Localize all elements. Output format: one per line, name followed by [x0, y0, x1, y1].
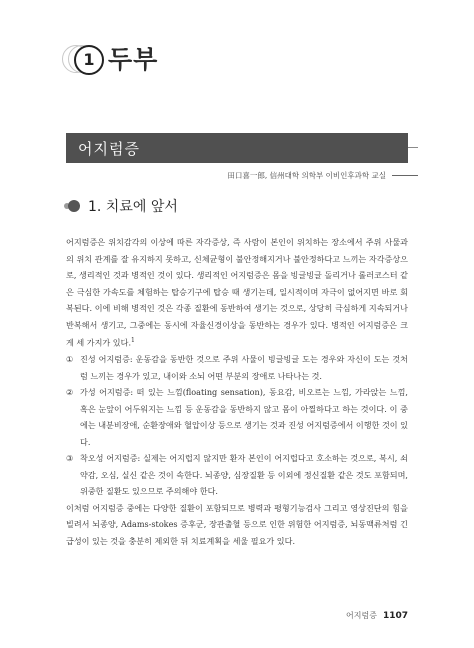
- page-number: 1107: [382, 611, 408, 621]
- list-marker: ②: [66, 387, 74, 398]
- page-footer: [346, 610, 408, 621]
- section-title: 1. 치료에 앞서: [88, 199, 178, 215]
- section-bullet-icon: [66, 198, 82, 214]
- footnote-marker: 1: [131, 337, 135, 344]
- list-marker: ③: [66, 453, 74, 464]
- list-text: 착오성 어지럼증: 실제는 어지럽지 않지만 환자 본인이 어지럽다고 호소하는 것으로, 복시, 쇠약감, 오심, 실신 같은 것이 속한다. 뇌종양, 심장질환 등 이외에 정신질환 같은 것도 포함되며, 위중한 질환도 있으므로 주의해야 한다.: [80, 453, 408, 497]
- closing-paragraph: 이처럼 어지럼증 중에는 다양한 질환이 포함되므로 병력과 평형기능검사 그리고 영상진단의 힘을 빌려서 뇌종양, Adams-stokes 증후군, 장관출혈 등으로 인한 위험한 어지럼증, 뇌동맥류처럼 긴급성이 있는 것을 충분히 제외한 뒤 치료계획을 세울 필요가 있다.: [66, 502, 408, 546]
- list-item: [66, 384, 408, 450]
- list-marker: ①: [66, 354, 74, 365]
- footer-label: 어지럼증: [346, 611, 377, 620]
- author-name: 田口喜一郎, 信州대학 의학부 이비인후과학 교실: [227, 171, 386, 180]
- topic-title: 어지럼증: [78, 140, 140, 158]
- section-heading: [66, 196, 178, 216]
- chapter-title: 두부: [108, 45, 159, 74]
- chapter-heading: [70, 40, 158, 76]
- author-line: [227, 170, 418, 181]
- list-text: 가성 어지럼증: 떠 있는 느낌(floating sensation), 동요감, 비오르는 느낌, 가라앉는 느낌, 혹은 눈앞이 어두워지는 느낌 등 운동감을 동반하지 않고 몸이 아찔하다고 하는 것이다. 이 중에는 내분비장애, 순환장애와 혈압이상 등으로 생기는 것과 진성 어지럼증에서 이행한 것이 있다.: [80, 387, 408, 447]
- list-text: 진성 어지럼증: 운동감을 동반한 것으로 주위 사물이 빙글빙글 도는 경우와 자신이 도는 것처럼 느끼는 경우가 있고, 내이와 소뇌 어떤 부분의 장애로 나타나는 것.: [80, 354, 408, 381]
- intro-paragraph: 어지럼증은 위치감각의 이상에 따른 자각증상, 즉 사람이 본인이 위치하는 장소에서 주위 사물과의 위치 관계를 잘 유지하지 못하고, 신체균형이 불안정해지거나 불안정하다고 느끼는 자각증상으로, 생리적인 것과 병적인 것이 있다. 생리적인 어지럼증은 몸을 빙글빙글 돌리거나 롤러코스터 같은 극심한 가속도를 체험하는 탑승기구에 탑승 때 생기는데, 일시적이며 자극이 없어지면 바로 회복된다. 이에 비해 병적인 것은 각종 질환에 동반하여 생기는 것으로, 상당히 극심하게 지속되거나 반복해서 생기고, 그중에는 동시에 자율신경이상을 동반하는 경우가 있다. 병적인 어지럼증은 크게 세 가지가 있다.$^1$: [66, 237, 408, 348]
- chapter-number: 1: [74, 45, 104, 75]
- topic-banner: [66, 133, 408, 163]
- author-rule: [392, 175, 418, 176]
- list-item: [66, 450, 408, 500]
- list-item: [66, 351, 408, 384]
- body-text: [66, 234, 408, 549]
- chapter-number-badge: [70, 43, 100, 73]
- banner-divider: [408, 147, 418, 148]
